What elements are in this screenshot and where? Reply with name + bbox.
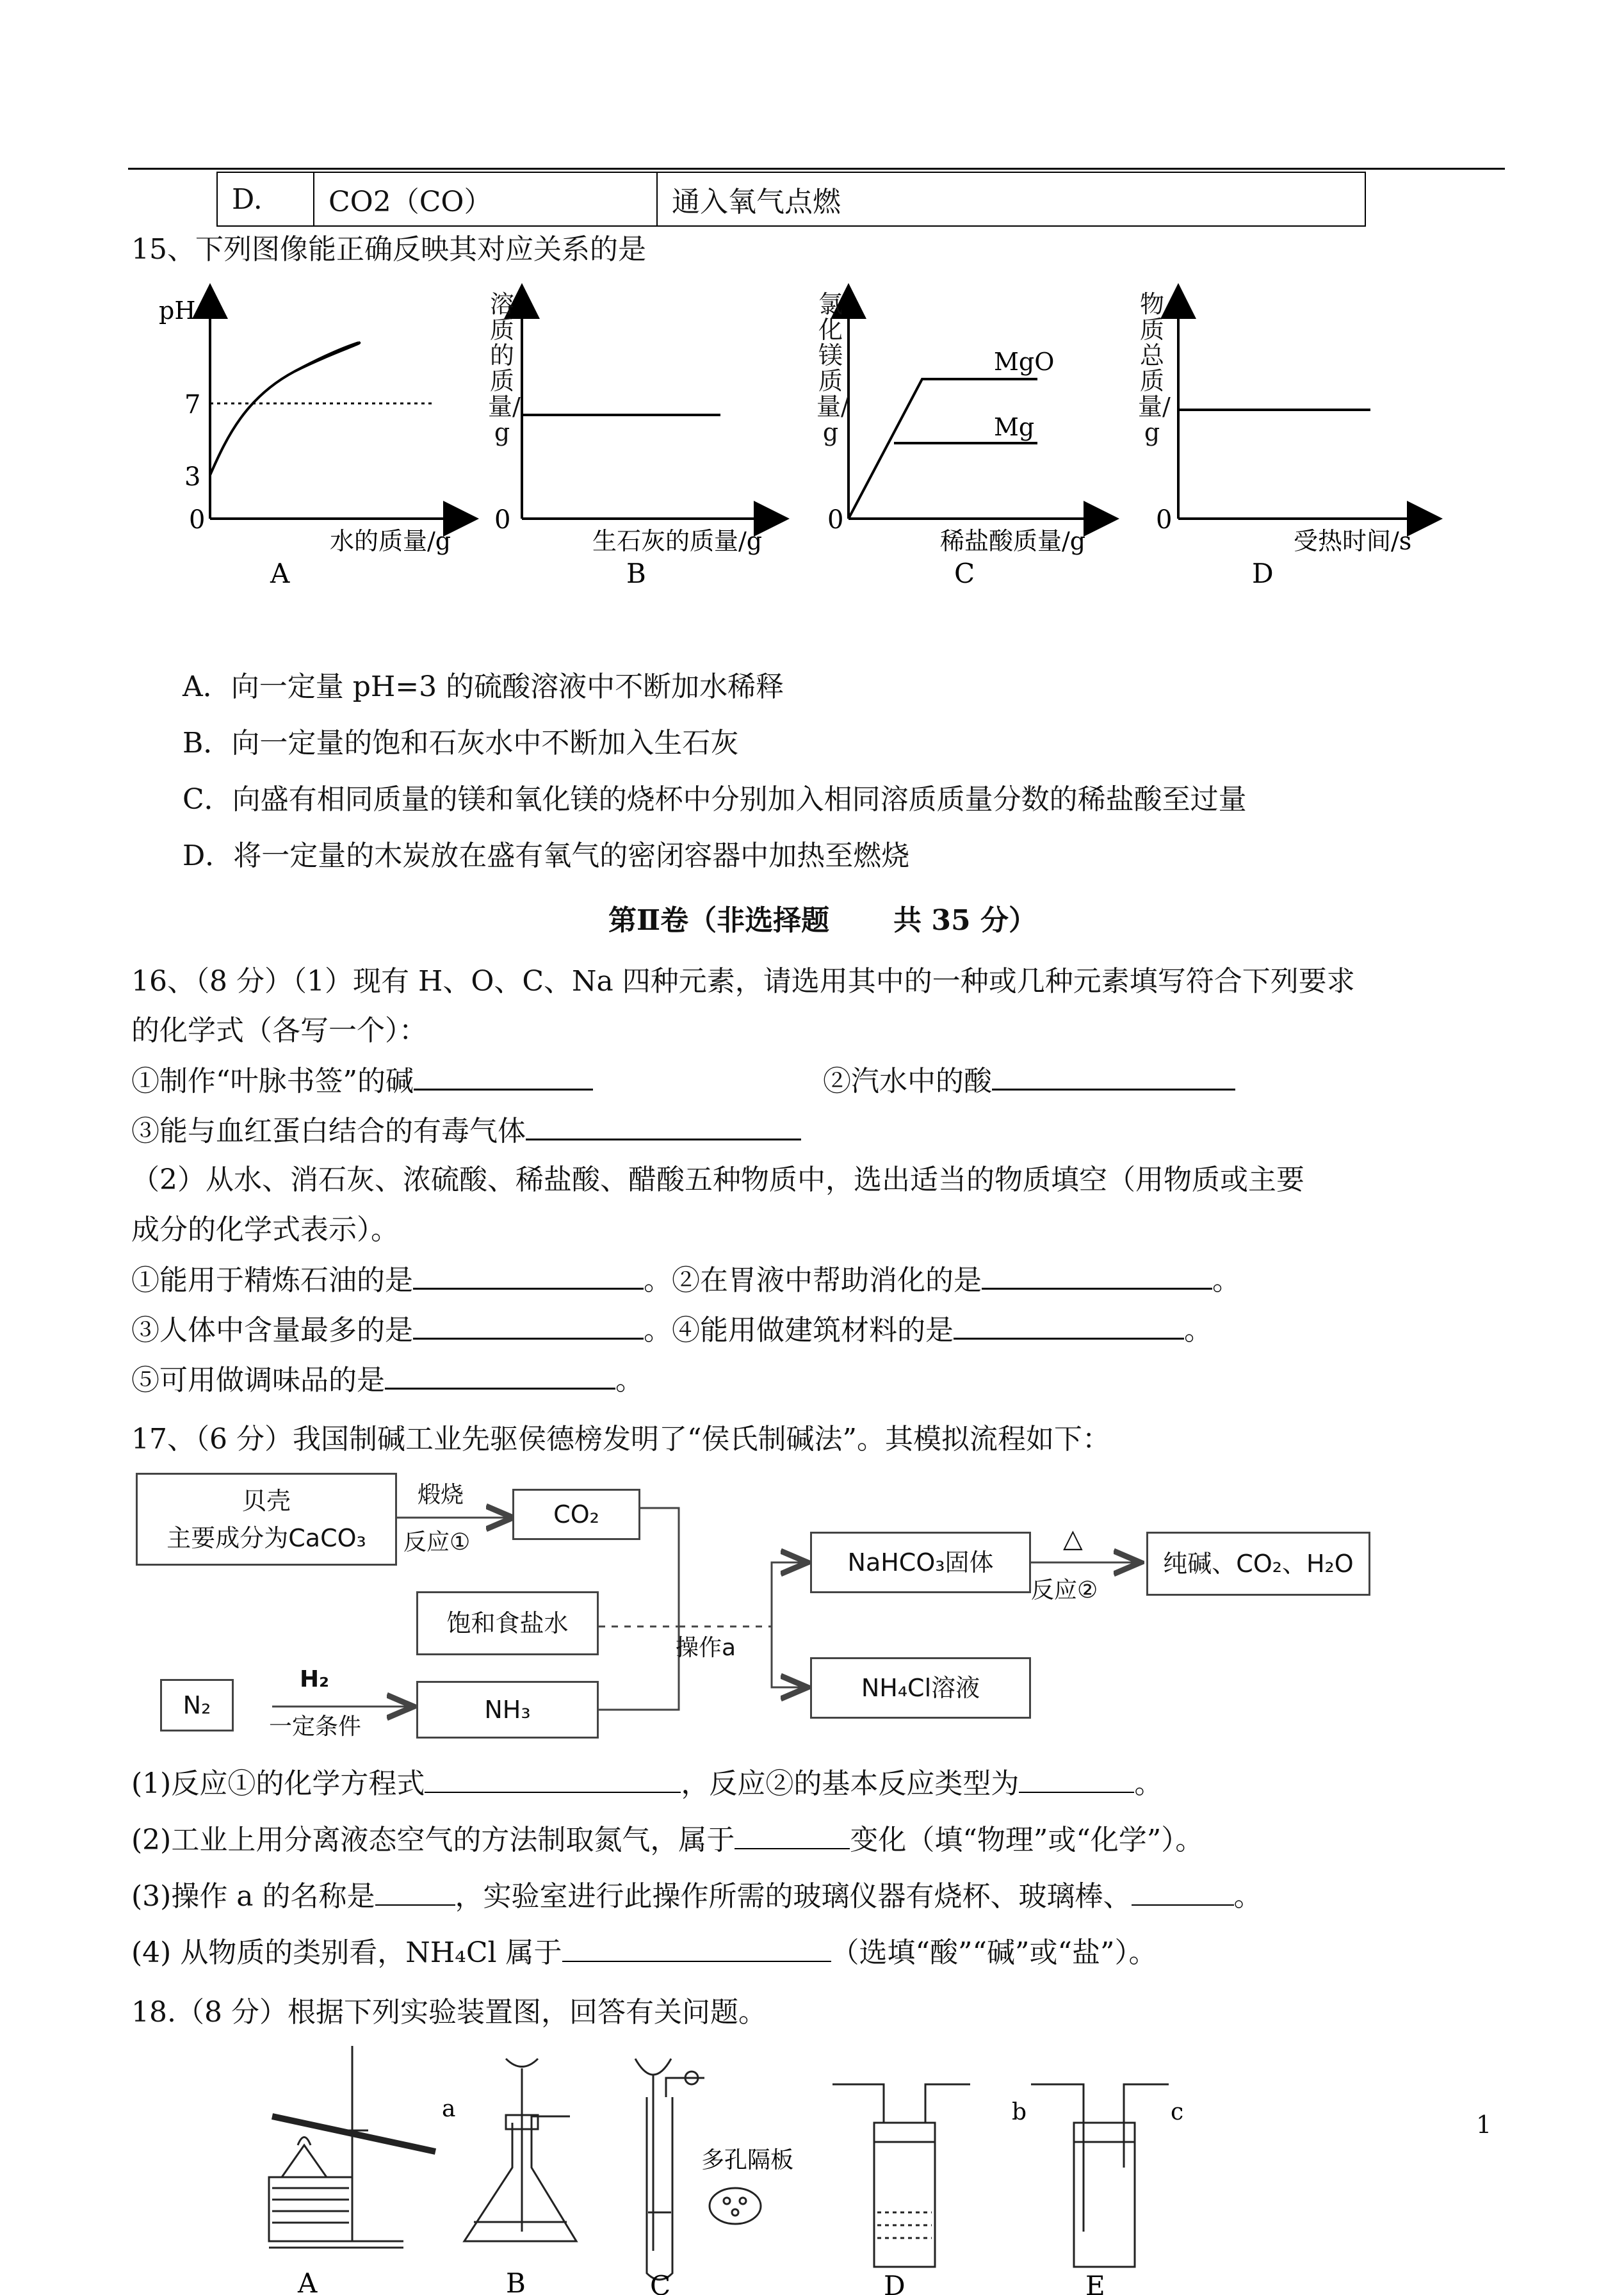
answer-blank[interactable] xyxy=(526,1113,801,1140)
graph-b xyxy=(494,301,772,589)
period: 。 xyxy=(644,1264,672,1297)
apparatus-d xyxy=(832,2084,970,2267)
graph-a-letter: A xyxy=(270,558,290,589)
answer-blank[interactable] xyxy=(414,1063,593,1091)
tag-b: b xyxy=(1012,2099,1027,2125)
flow-nahco3-box: NaHCO₃固体 xyxy=(810,1532,1031,1593)
flow-shell-box xyxy=(136,1473,397,1566)
q17-q2-text-b: 变化（填“物理”或“化学”）。 xyxy=(850,1824,1204,1856)
q17-q3 xyxy=(131,1879,1262,1915)
apparatus-label-e: E xyxy=(1085,2270,1105,2295)
apparatus-a xyxy=(269,2046,435,2248)
answer-blank[interactable] xyxy=(992,1063,1235,1091)
answer-blank[interactable] xyxy=(385,1362,615,1390)
flow-shell-component: 主要成分为CaCO₃ xyxy=(166,1523,366,1552)
header-rule xyxy=(128,168,1505,170)
option-cell: D. xyxy=(217,172,314,226)
q17-q2-text: (2)工业上用分离液态空气的方法制取氮气，属于 xyxy=(131,1824,735,1856)
period: 。 xyxy=(644,1314,672,1347)
flow-condition-label: 一定条件 xyxy=(269,1714,362,1740)
answer-blank[interactable] xyxy=(375,1879,455,1906)
q17-q3-text-b: ，实验室进行此操作所需的玻璃仪器有烧杯、玻璃棒、 xyxy=(455,1880,1132,1913)
graph-a-origin: 0 xyxy=(189,505,206,535)
answer-blank[interactable] xyxy=(1132,1879,1234,1906)
graph-b-xlabel: 生石灰的质量/g xyxy=(592,527,763,555)
flow-heat-symbol: △ xyxy=(1063,1524,1083,1553)
q17-q1-text: (1)反应①的化学方程式 xyxy=(131,1767,425,1800)
graph-c-xlabel: 稀盐酸质量/g xyxy=(940,527,1086,555)
q16-j4-text: ④能用做建筑材料的是 xyxy=(672,1314,954,1347)
method-cell: 通入氧气点燃 xyxy=(657,172,1365,226)
graph-d-ylabel: 物质总质量/g xyxy=(1138,290,1171,446)
q16-stem-2: 的化学式（各写一个）： xyxy=(131,1014,427,1047)
period: 。 xyxy=(1212,1264,1240,1297)
q18-apparatus xyxy=(243,2040,1268,2295)
q16-part2-1: （2）从水、消石灰、浓硫酸、稀盐酸、醋酸五种物质中，选出适当的物质填空（用物质或主要 xyxy=(131,1164,1304,1196)
q16-item-1-text: ①制作“叶脉书签”的碱 xyxy=(131,1065,414,1098)
answer-blank[interactable] xyxy=(1019,1766,1134,1793)
flow-n2-box: N₂ xyxy=(160,1679,234,1731)
graph-b-origin: 0 xyxy=(494,505,511,535)
q16-item-2-text: ②汽水中的酸 xyxy=(823,1065,992,1098)
q15-stem: 15、下列图像能正确反映其对应关系的是 xyxy=(131,233,646,266)
q17-q1 xyxy=(131,1766,1162,1802)
apparatus-label-d: D xyxy=(884,2270,905,2295)
apparatus-b xyxy=(464,2059,576,2241)
answer-blank[interactable] xyxy=(413,1312,644,1340)
series-label-mg: Mg xyxy=(994,413,1035,441)
graph-a-ytick: 7 xyxy=(184,390,201,419)
graph-a-ytick: 3 xyxy=(184,462,201,492)
flow-brine-box: 饱和食盐水 xyxy=(416,1591,599,1655)
graph-a-ylabel: pH xyxy=(159,296,196,325)
apparatus-label-c: C xyxy=(650,2270,671,2295)
q16-j2-text: ②在胃液中帮助消化的是 xyxy=(672,1264,982,1297)
section-title-text: 第Ⅱ卷（非选择题 xyxy=(608,904,830,937)
q16-stem-1: 16、（8 分）（1）现有 H、O、C、Na 四种元素，请选用其中的一种或几种元素填写符合下列要求 xyxy=(131,965,1355,998)
graph-b-ylabel: 溶质的质量/g xyxy=(488,290,521,446)
q15-graphs xyxy=(128,282,1473,615)
flow-operation-a-label: 操作a xyxy=(676,1635,736,1661)
flow-react1-label: 反应① xyxy=(403,1529,471,1555)
period: 。 xyxy=(1233,1880,1262,1913)
flow-products-box: 纯碱、CO₂、H₂O xyxy=(1146,1532,1370,1596)
flow-shell-label: 贝壳 xyxy=(241,1486,291,1515)
flow-calcine-label: 煅烧 xyxy=(418,1482,464,1508)
q16-item-1 xyxy=(131,1063,593,1099)
period: 。 xyxy=(1184,1314,1212,1347)
graph-d-origin: 0 xyxy=(1156,505,1173,535)
q16-item-3 xyxy=(131,1113,801,1149)
answer-blank[interactable] xyxy=(413,1262,644,1290)
flow-nh4cl-box: NH₄Cl溶液 xyxy=(810,1657,1031,1719)
page-number: 1 xyxy=(1476,2111,1492,2139)
q17-q4 xyxy=(131,1935,1157,1971)
q16-j-row-2 xyxy=(131,1312,1212,1349)
flow-h2-label: H₂ xyxy=(300,1666,329,1692)
graph-a-xlabel: 水的质量/g xyxy=(330,527,451,555)
q15-option-c: C．向盛有相同质量的镁和氧化镁的烧杯中分别加入相同溶质质量分数的稀盐酸至过量 xyxy=(183,783,1247,816)
flow-nh3-box: NH₃ xyxy=(416,1681,599,1739)
answer-blank[interactable] xyxy=(425,1766,681,1793)
porous-plate-label: 多孔隔板 xyxy=(701,2147,794,2173)
q16-j1-text: ①能用于精炼石油的是 xyxy=(131,1264,413,1297)
flow-react2-label: 反应② xyxy=(1031,1577,1098,1603)
series-label-mgo: MgO xyxy=(994,348,1055,376)
answer-blank[interactable] xyxy=(735,1822,850,1849)
q17-q1-text-b: ，反应②的基本反应类型为 xyxy=(681,1767,1019,1800)
period: 。 xyxy=(1134,1767,1163,1800)
flow-co2-box: CO₂ xyxy=(512,1489,640,1540)
graph-c-letter: C xyxy=(954,558,975,589)
graph-a xyxy=(159,296,461,589)
q16-item-2 xyxy=(823,1063,1235,1099)
graph-c-origin: 0 xyxy=(827,505,844,535)
graph-d-letter: D xyxy=(1252,558,1274,589)
q16-j-row-3 xyxy=(131,1362,644,1399)
q17-q4-text: (4) 从物质的类别看，NH₄Cl 属于 xyxy=(131,1936,562,1969)
q15-option-d: D．将一定量的木炭放在盛有氧气的密闭容器中加热至燃烧 xyxy=(183,839,910,872)
q15-option-a: A．向一定量 pH=3 的硫酸溶液中不断加水稀释 xyxy=(183,670,784,703)
q16-j5-text: ⑤可用做调味品的是 xyxy=(131,1364,385,1397)
q16-j-row-1 xyxy=(131,1262,1240,1299)
graph-c-ylabel: 氯化镁质量/g xyxy=(816,290,849,446)
q16-part2-2: 成分的化学式表示）。 xyxy=(131,1213,399,1246)
period: 。 xyxy=(615,1364,644,1397)
q18-stem: 18.（8 分）根据下列实验装置图，回答有关问题。 xyxy=(131,1996,767,2029)
graph-d xyxy=(1156,301,1425,589)
q17-q2 xyxy=(131,1822,1203,1858)
graph-c xyxy=(827,301,1101,589)
apparatus-label-a: A xyxy=(298,2267,318,2295)
q15-option-b: B．向一定量的饱和石灰水中不断加入生石灰 xyxy=(183,727,739,759)
answer-blank[interactable] xyxy=(982,1262,1212,1290)
apparatus-label-b: B xyxy=(506,2267,526,2295)
tag-c: c xyxy=(1171,2099,1184,2125)
q17-q4-text-b: （选填“酸”“碱”或“盐”）。 xyxy=(831,1936,1157,1969)
substance-cell: CO2（CO） xyxy=(314,172,657,226)
q17-q3-text: (3)操作 a 的名称是 xyxy=(131,1880,375,1913)
section-score: 共 35 分） xyxy=(893,904,1037,937)
q14-option-table xyxy=(216,172,1366,227)
table-row xyxy=(217,172,1365,226)
graph-b-letter: B xyxy=(626,558,646,589)
answer-blank[interactable] xyxy=(562,1935,831,1962)
q16-j3-text: ③人体中含量最多的是 xyxy=(131,1314,413,1347)
section-title xyxy=(608,903,1037,939)
graph-d-xlabel: 受热时间/s xyxy=(1294,527,1412,555)
q17-stem: 17、（6 分）我国制碱工业先驱侯德榜发明了“侯氏制碱法”。其模拟流程如下： xyxy=(131,1423,1110,1456)
answer-blank[interactable] xyxy=(954,1312,1184,1340)
q16-item-3-text: ③能与血红蛋白结合的有毒气体 xyxy=(131,1115,526,1148)
apparatus-e xyxy=(1031,2084,1169,2267)
tag-a: a xyxy=(442,2096,456,2122)
